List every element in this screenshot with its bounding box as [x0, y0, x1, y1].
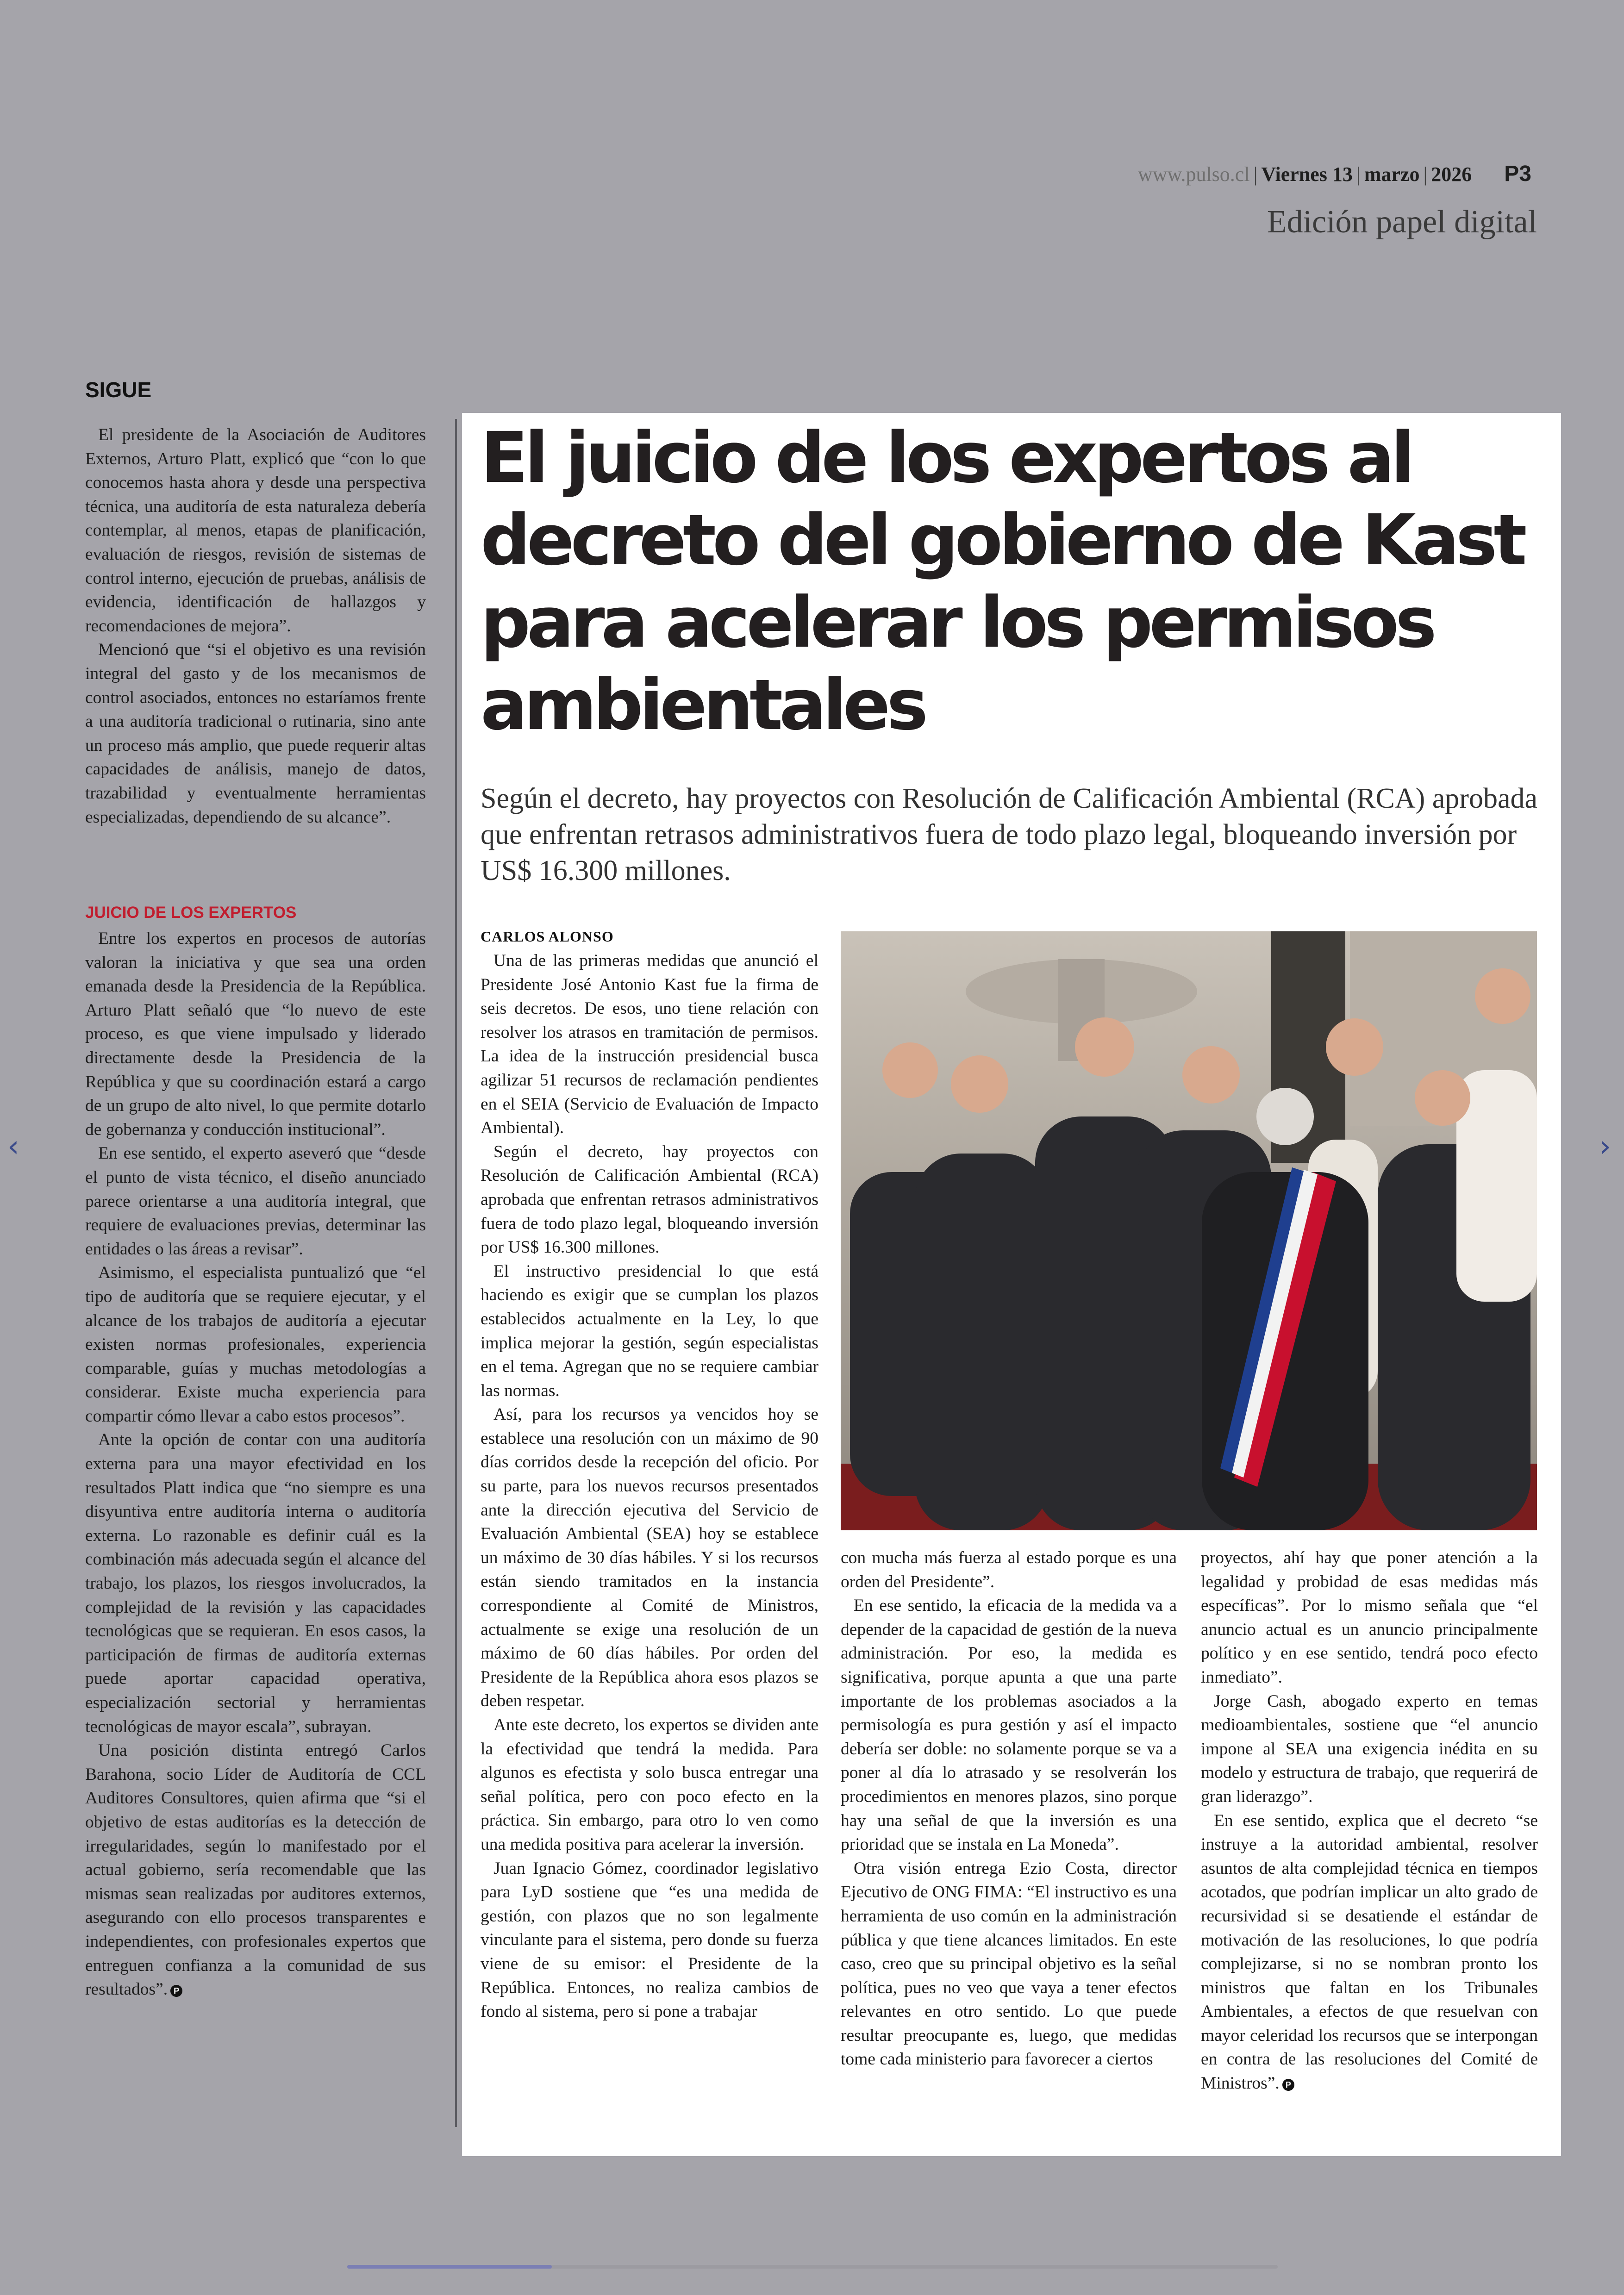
- article-paragraph: [1201, 1809, 1538, 2095]
- left-paragraph: Ante la opción de contar con una auditoría externa para una mayor efectividad en los resultados Platt indica que “no siempre es una disyuntiva entre auditoría interna o auditoría externa. Lo razonable es definir cuál es la combinación más adecuada según el alcance del trabajo, los plazos, los riesgos involucrados, la complejidad de la revisión y las capacidades tecnológicas que se requieran. En esos casos, la participación de firmas de auditoría externas puede aportar capacidad operativa, especialización sectorial y herramientas tecnológicas de mayor escala”, subrayan.: [85, 1430, 426, 1736]
- article-paragraph: Una de las primeras medidas que anunció el Presidente José Antonio Kast fue la firma de seis decretos. De esos, uno tiene relación con resolver los atrasos en tramitación de permisos. La idea de la instrucción presidencial busca agilizar 51 recursos de reclamación pendientes en el SEIA (Servicio de Evaluación de Impacto Ambiental).: [481, 951, 818, 1138]
- article-paragraph: proyectos, ahí hay que poner atención a la legalidad y probidad de esas medidas más específicas”. Por lo mismo señala que “el anuncio actual es un anuncio principalmente político y en ese sentido, tendrá poco efecto inmediato”.: [1201, 1548, 1538, 1687]
- article-paragraph: El instructivo presidencial lo que está haciendo es exigir que se cumplan los plazos establecidos actualmente en la Ley, lo que implica mejorar la gestión, según especialistas en el tema. Agregan que no se requiere cambiar las normas.: [481, 1261, 818, 1400]
- article-paragraph: Jorge Cash, abogado experto en temas medioambientales, sostiene que “el anuncio impone al SEA una exigencia inédita en su modelo y estructura de trabajo, que requerirá de gran liderazgo”.: [1201, 1691, 1538, 1806]
- masthead-dateline: www.pulso.cl | Viernes 13 | marzo | 2026 P3: [1137, 162, 1531, 186]
- section-subhead: JUICIO DE LOS EXPERTOS: [85, 904, 297, 922]
- left-paragraph: En ese sentido, el experto aseveró que “desde el punto de vista técnico, el diseño anunciado parece orientarse a una auditoría integral, que requiere de evaluaciones previas, determinar las entidades o las áreas a revisar”.: [85, 1144, 426, 1259]
- site-url: www.pulso.cl: [1137, 163, 1250, 186]
- left-paragraph-text: Una posición distinta entregó Carlos Barahona, socio Líder de Auditoría de CCL Auditores Consultores, quien afirma que “si el objetivo de estas auditorías es la detección de irregularidades, según lo manifestado por el actual gobierno, sería recomendable que las mismas sean realizadas por auditores externos, asegurando con ello procesos transparentes e independientes, con profesionales expertos que entreguen confianza a la comunidad de sus resultados”.: [85, 1741, 426, 1999]
- article-headline: El juicio de los expertos al decreto del gobierno de Kast para acelerar los permisos ambientales: [481, 417, 1524, 746]
- page-progress-fill: [347, 2265, 552, 2269]
- article-paragraph: Otra visión entrega Ezio Costa, director Ejecutivo de ONG FIMA: “El instructivo es una herramienta de uso común en la administración pública y que tiene alcances limitados. En este caso, creo que su principal objetivo es la señal política, pues no veo que vaya a tener efectos relevantes en otro sentido. Lo que puede resultar preocupante es, luego, que medidas tome cada ministerio para favorecer a ciertos: [841, 1858, 1177, 2069]
- article-subheadline: Según el decreto, hay proyectos con Resolución de Calificación Ambiental (RCA) aprobada que enfrentan retrasos administrativos fuera de todo plazo legal, bloqueando inversión por US$ 16.300 millones.: [481, 783, 1537, 886]
- article-paragraph-text: En ese sentido, explica que el decreto “se instruye a la autoridad ambiental, resolver asuntos de alta complejidad técnica en tiempos acotados, que podrían implicar un alto grado de recursividad si se desatiende el estándar de motivación de las resoluciones, lo que podría complejizarse, si no se nombran pronto los ministros que faltan en los Tribunales Ambientales, a efectos de que resuelvan con mayor celeridad los recursos que se interpongan en contra de las resoluciones del Comité de Ministros”.: [1201, 1811, 1538, 2093]
- article-paragraph: con mucha más fuerza al estado porque es una orden del Presidente”.: [841, 1548, 1177, 1591]
- left-paragraph: Mencionó que “si el objetivo es una revisión integral del gasto y de los mecanismos de control asociados, entonces no estaríamos frente a una auditoría tradicional o rutinaria, sino ante un proceso más amplio, que puede requerir altas capacidades de análisis, manejo de datos, trazabilidad y eventualmente herramientas especializadas, dependiendo de su alcance”.: [85, 640, 426, 827]
- byline: CARLOS ALONSO: [481, 928, 614, 945]
- left-paragraph: Entre los expertos en procesos de autorías valoran la iniciativa y que sea una orden emanada desde la Presidencia de la República. Arturo Platt señaló que “lo nuevo de este proceso, es que viene impulsado y liderado directamente desde la Presidencia de la República y que su coordinación estará a cargo de un grupo de alto nivel, lo que permite dotarlo de gobernanza y conducción institucional”.: [85, 929, 426, 1139]
- article-paragraph: Según el decreto, hay proyectos con Resolución de Calificación Ambiental (RCA) aprobada que enfrentan retrasos administrativos fuera de todo plazo legal, bloqueando inversión por US$ 16.300 millones.: [481, 1142, 818, 1257]
- dateline-day: Viernes 13: [1261, 163, 1353, 186]
- dateline-year: 2026: [1431, 163, 1472, 186]
- dateline-month: marzo: [1364, 163, 1420, 186]
- article-column-3: [1201, 1546, 1538, 2095]
- left-column-bottom: [85, 927, 426, 2002]
- continued-label: SIGUE: [85, 378, 152, 402]
- article-paragraph: Así, para los recursos ya vencidos hoy se establece una resolución con un máximo de 90 días corridos desde la recepción del oficio. Por su parte, para los nuevos recursos presentados ante la dirección ejecutiva del Servicio de Evaluación Ambiental (SEA) hoy se establece un máximo de 30 días hábiles. Y si los recursos están siendo tramitados en la instancia correspondiente al Comité de Ministros, actualmente se exige una resolución de un máximo de 60 días hábiles. Por orden del Presidente de la República ahora esos plazos se deben respetar.: [481, 1405, 818, 1711]
- article-paragraph: Ante este decreto, los expertos se dividen ante la efectividad que tendrá la medida. Para algunos es efectista y solo busca entregar una señal política, pero con poco efecto en la práctica. Sin embargo, para otro lo ven como una medida positiva para acelerar la inversión.: [481, 1715, 818, 1854]
- article-column-2: [841, 1546, 1177, 2071]
- left-column-top: [85, 423, 426, 829]
- next-page-chevron-icon[interactable]: ›: [1599, 1129, 1611, 1164]
- page-number: P3: [1504, 162, 1531, 186]
- news-photo-graphic: [841, 931, 1537, 1530]
- end-of-article-icon: P: [170, 1985, 182, 1997]
- end-of-article-icon: P: [1282, 2079, 1294, 2091]
- article-column-1: [481, 949, 818, 2024]
- edition-label: Edición papel digital: [1267, 204, 1537, 240]
- news-photo: [841, 931, 1537, 1530]
- column-divider: [455, 419, 457, 2127]
- article-paragraph: En ese sentido, la eficacia de la medida va a depender de la capacidad de gestión de la nueva administración. Por eso, la medida es significativa, porque apunta a que una parte importante de los problemas asociados a la permisología es pura gestión y así el impacto debería ser doble: no solamente porque se va a poner al día lo atrasado y se resolverán los procedimientos en menores plazos, sino porque hay una señal de que la inversión es una prioridad que se instala en La Moneda”.: [841, 1596, 1177, 1854]
- left-paragraph: Asimismo, el especialista puntualizó que “el tipo de auditoría que se requiere ejecutar, y el alcance de los trabajos de auditoría a ejecutar existen normas profesionales, experiencia comparable, guías y muchas metodologías a considerar. Existe mucha experiencia para compartir cómo llevar a cabo estos procesos”.: [85, 1263, 426, 1426]
- previous-page-chevron-icon[interactable]: ‹: [7, 1129, 19, 1164]
- left-paragraph: El presidente de la Asociación de Auditores Externos, Arturo Platt, explicó que “con lo que conocemos hasta ahora y desde una perspectiva técnica, una auditoría de esta naturaleza debería contemplar, al menos, etapas de planificación, evaluación de riesgos, revisión de sistemas de control interno, ejecución de pruebas, análisis de evidencia, identificación de hallazgos y recomendaciones de mejora”.: [85, 425, 426, 636]
- article-paragraph: Juan Ignacio Gómez, coordinador legislativo para LyD sostiene que “es una medida de gestión, con plazos que no son legalmente vinculante para el sistema, pero donde su fuerza viene de su emisor: el Presidente de la República. Entonces, no realiza cambios de fondo al sistema, pero si pone a trabajar: [481, 1858, 818, 2021]
- left-paragraph: [85, 1739, 426, 2002]
